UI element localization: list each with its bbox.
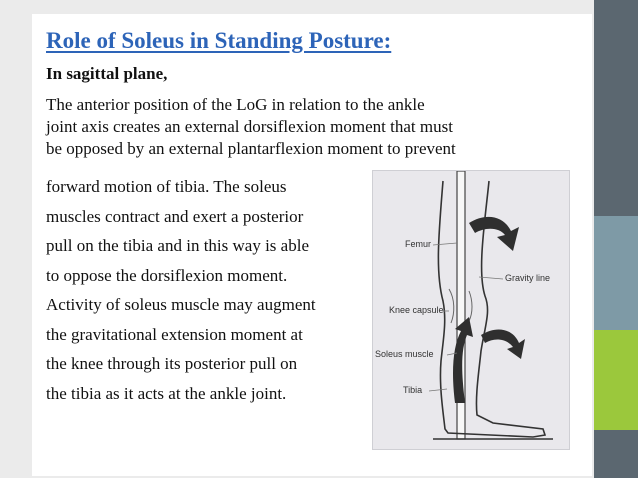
knee-line — [469, 291, 472, 321]
soleus-muscle-label: Soleus muscle — [375, 349, 434, 359]
body-line: Activity of soleus muscle may augment — [46, 295, 316, 314]
paragraph-line: joint axis creates an external dorsiflexion moment that must — [46, 117, 453, 136]
paragraph-line: The anterior position of the LoG in relation to the ankle — [46, 95, 425, 114]
paragraph-line: be opposed by an external plantarflexion moment to prevent — [46, 139, 456, 158]
slide-title: Role of Soleus in Standing Posture: — [46, 28, 392, 53]
subheading: In sagittal plane, — [46, 64, 168, 83]
body-text-column — [46, 172, 316, 408]
body-line: pull on the tibia and in this way is able — [46, 236, 309, 255]
femur-label: Femur — [405, 239, 432, 249]
decorative-accent-blue — [594, 216, 638, 330]
moment-arrow — [481, 329, 525, 359]
decorative-accent-green — [594, 330, 638, 430]
body-line: muscles contract and exert a posterior — [46, 206, 304, 226]
body-line: the knee through its posterior pull on — [46, 354, 298, 373]
body-line: the gravitational extension moment at — [46, 324, 303, 344]
knee-capsule-label: Knee capsule — [389, 305, 444, 315]
leg-diagram — [372, 170, 570, 450]
gravity-line-label: Gravity line — [505, 273, 551, 283]
body-line: forward motion of tibia. The soleus — [46, 177, 287, 196]
intro-paragraph — [46, 94, 566, 160]
tibia-label: Tibia — [403, 385, 423, 395]
femur-arrow — [469, 217, 519, 251]
knee-line — [449, 289, 454, 323]
body-line: to oppose the dorsiflexion moment. — [46, 265, 288, 285]
body-line: the tibia as it acts at the ankle joint. — [46, 383, 287, 403]
